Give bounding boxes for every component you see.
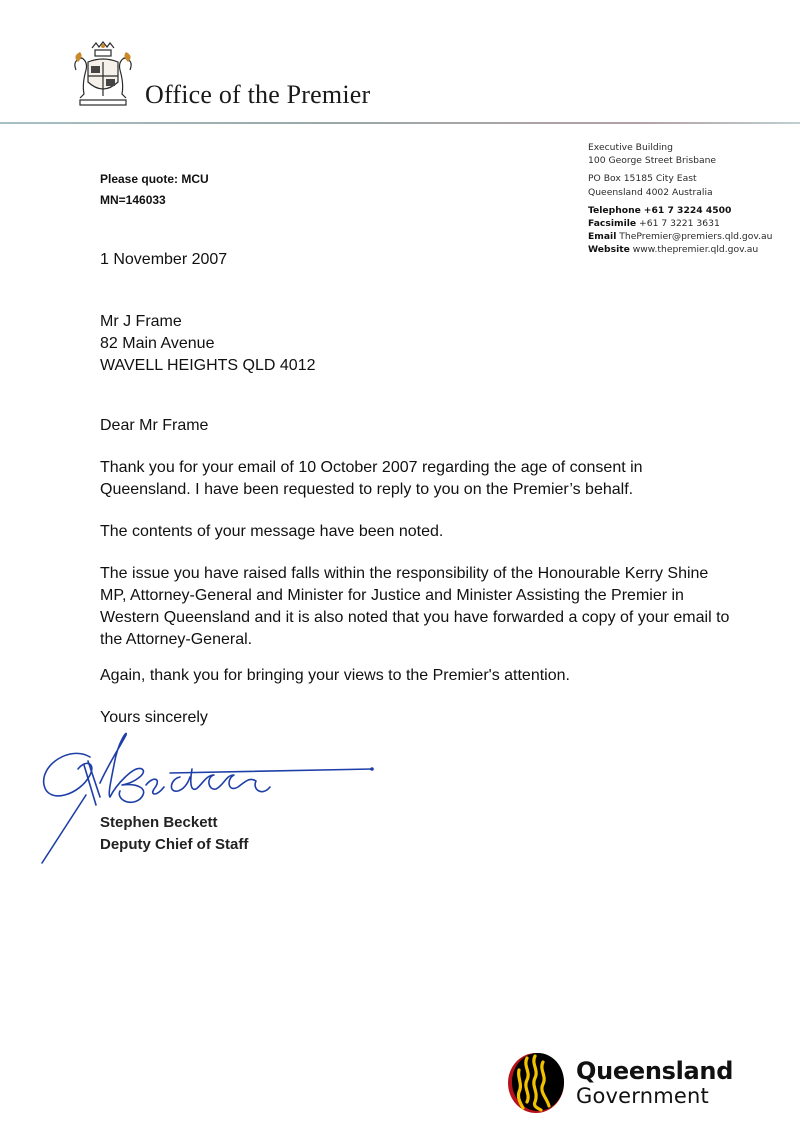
email-value: ThePremier@premiers.qld.gov.au <box>619 231 773 243</box>
paragraph-line: The contents of your message have been noted. <box>100 523 444 540</box>
paragraph-line: Again, thank you for bringing your views to the Premier's attention. <box>100 667 570 684</box>
paragraph-1 <box>100 457 643 501</box>
website-label: Website <box>588 244 630 256</box>
recipient-locality: WAVELL HEIGHTS QLD 4012 <box>100 357 316 374</box>
logo-line-queensland: Queensland <box>576 1057 734 1085</box>
paragraph-line: Western Queensland and it is also noted that you have forwarded a copy of your email to <box>100 609 730 626</box>
telephone-value: +61 7 3224 4500 <box>643 204 732 216</box>
salutation: Dear Mr Frame <box>100 417 209 434</box>
paragraph-line: The issue you have raised falls within the responsibility of the Honourable Kerry Shine <box>100 565 709 582</box>
sender-address-block <box>588 141 772 257</box>
facsimile-label: Facsimile <box>588 218 637 230</box>
website-line <box>588 243 772 256</box>
office-title: Office of the Premier <box>145 80 371 109</box>
recipient-address <box>100 311 315 377</box>
address-street: 100 George Street Brisbane <box>588 155 717 167</box>
reference-block <box>100 169 209 211</box>
paragraph-line: MP, Attorney-General and Minister for Justice and Minister Assisting the Premier in <box>100 587 684 604</box>
paragraph-3 <box>100 563 729 651</box>
queensland-coat-of-arms-icon <box>70 40 136 112</box>
paragraph-line: Queensland. I have been requested to reply to you on the Premier’s behalf. <box>100 481 634 498</box>
telephone-label: Telephone <box>588 204 641 216</box>
signatory-title: Deputy Chief of Staff <box>100 836 249 853</box>
closing: Yours sincerely <box>100 709 208 726</box>
address-po-box: PO Box 15185 City East <box>588 173 697 185</box>
paragraph-line: the Attorney-General. <box>100 631 253 648</box>
signatory-name: Stephen Beckett <box>100 814 218 831</box>
queensland-government-wordmark <box>576 1058 733 1108</box>
paragraph-2 <box>100 521 443 543</box>
logo-line-government: Government <box>576 1084 709 1108</box>
website-value: www.thepremier.qld.gov.au <box>632 244 759 256</box>
header-divider <box>0 122 800 124</box>
facsimile-line <box>588 217 772 230</box>
letter-date: 1 November 2007 <box>100 251 228 268</box>
reference-mn: MN=146033 <box>100 193 166 207</box>
recipient-name: Mr J Frame <box>100 313 182 330</box>
recipient-street: 82 Main Avenue <box>100 335 215 352</box>
signatory-block <box>100 812 248 856</box>
address-building: Executive Building <box>588 142 673 153</box>
telephone-line <box>588 204 772 217</box>
paragraph-line: Thank you for your email of 10 October 2007 regarding the age of consent in <box>100 459 643 476</box>
email-label: Email <box>588 231 617 243</box>
queensland-government-logo-icon <box>505 1050 565 1114</box>
paragraph-4 <box>100 665 570 687</box>
email-line <box>588 230 772 243</box>
address-state: Queensland 4002 Australia <box>588 186 713 198</box>
facsimile-value: +61 7 3221 3631 <box>639 218 720 230</box>
reference-quote: Please quote: MCU <box>100 172 209 186</box>
